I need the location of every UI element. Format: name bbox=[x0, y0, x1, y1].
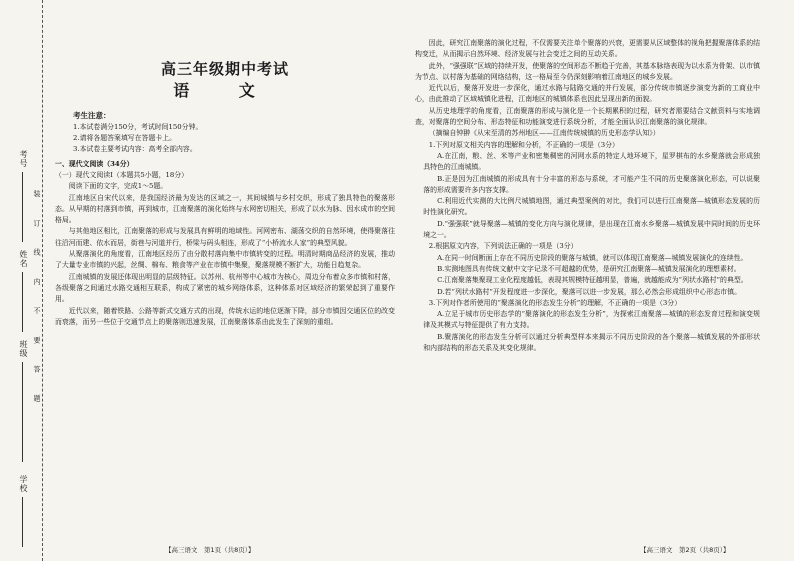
notice-heading: 考生注意： bbox=[73, 111, 111, 120]
notice-list bbox=[73, 122, 395, 154]
question-option: C.江南聚落集聚现工业化程度越低，表现其规模特征越明显，普遍，就越能成为“列状水路村”的典型。 bbox=[437, 276, 748, 285]
question-option: C.利用近代实测的大比例尺城镇地图，通过典型案例的对比，我们可以进行江南聚落—城镇形态发展的历时性演化研究。 bbox=[423, 197, 760, 217]
notice-item: 2.请将各题答案填写在答题卡上。 bbox=[73, 134, 177, 143]
page-footer-right: 【高三语文 第2页（共8页）】 bbox=[640, 546, 730, 554]
passage-paragraph: 与其他地区相比，江南聚落的形成与发展具有鲜明的地域性。河网密布、湖荡交织的自然环境，使得聚落往往沿河而建、依水而居，街巷与河道并行，桥梁与码头相连，形成了“小桥流水人家”的典型风貌。 bbox=[55, 227, 395, 247]
binding-warning: 装 订 线 内 不 要 答 题 bbox=[33, 190, 41, 412]
question-option: B.正是因为江南城镇的形成具有十分丰富的形态与系统，才可能产生不同的历史聚落演化形态，可以说聚落的形成需要许多内容支撑。 bbox=[423, 174, 760, 194]
passage-paragraph: 因此，研究江南聚落的演化过程，不仅需要关注单个聚落的兴衰，更需要从区域整体的视角把握聚落体系的结构变迁，从而揭示自然环境、经济发展与社会变迁之间的互动关系。 bbox=[415, 39, 760, 59]
question-option: D.若“列状水路村”开发程度进一步深化，聚落可以进一步发展，那么必然会形成组织中心形态市镇。 bbox=[437, 287, 741, 296]
exam-number-line bbox=[22, 172, 23, 242]
school-label: 学校 bbox=[19, 475, 28, 493]
notice-item: 1.本试卷满分150分，考试时间150分钟。 bbox=[73, 123, 203, 132]
reading-instruction: 阅读下面的文字，完成1～5题。 bbox=[68, 182, 168, 191]
binding-margin bbox=[0, 0, 43, 561]
page-footer-left: 【高三语文 第1页（共8页）】 bbox=[165, 546, 255, 554]
question-stem: 3.下列对作者所使用的“聚落演化的形态发生分析”的理解，不正确的一项是（3分） bbox=[428, 298, 682, 307]
class-label: 班级 bbox=[19, 340, 28, 358]
passage-paragraph: 江南地区自宋代以来，是我国经济最为发达的区域之一，其间城镇与乡村交织，形成了独具特色的聚落形态。从早期的村落到市镇，再到城市，江南聚落的演化始终与水网密切相关，形成了以水为脉、因水成市的空间格局。 bbox=[55, 193, 395, 225]
passage-paragraph: 从聚落演化的角度看，江南地区经历了由分散村落向集中市镇转变的过程。明清时期商品经济的发展，推动了大量专业市镇的兴起，丝绸、棉布、粮食等产业在市镇中集聚，聚落规模不断扩大，功能日趋复杂。 bbox=[55, 250, 395, 270]
notice-item: 3.本试卷主要考试内容：高考全部内容。 bbox=[73, 144, 197, 153]
question-stem: 2.根据原文内容，下列说法正确的一项是（3分） bbox=[428, 242, 578, 251]
passage-paragraph: 近代以后，聚落开发进一步深化，通过水路与陆路交通的并行发展，部分传统市镇逐步演变为新的工商业中心，由此推动了区域城镇化进程，江南地区的城镇体系也因此呈现出新的面貌。 bbox=[415, 84, 760, 104]
question-option: A.在同一时间断面上存在不同历史阶段的聚落与城镇，就可以体现江南聚落—城镇发展演化的连续性。 bbox=[437, 253, 748, 262]
exam-title: 高三年级期中考试 bbox=[160, 60, 289, 78]
name-line bbox=[22, 272, 23, 332]
subsection-heading: （一）现代文阅读Ⅰ（本题共5小题，18分） bbox=[55, 170, 189, 179]
school-line bbox=[22, 497, 23, 547]
section-heading: 一、现代文阅读（34分） bbox=[55, 159, 134, 168]
left-column bbox=[55, 40, 395, 328]
class-line bbox=[22, 362, 23, 462]
passage-paragraph: 此外，“强强联”区域的持续开发，使聚落的空间形态不断趋于完善，其基本脉络表现为以水系为骨架、以市镇为节点、以村落为基础的网络结构，这一格局至今仍深刻影响着江南地区的城乡发展。 bbox=[415, 61, 760, 81]
question-option: A.立足于城市历史形态学的“聚落演化的形态发生分析”，为探索江南聚落—城镇的形态发育过程和演变规律及其模式与特征提供了有力支持。 bbox=[423, 310, 760, 330]
question-stem: 1.下列对原文相关内容的理解和分析，不正确的一项是（3分） bbox=[428, 140, 619, 149]
exam-number-label: 考号 bbox=[19, 150, 28, 168]
question-option: B.聚落演化的形态发生分析可以通过分析典型样本来揭示不同历史阶段的各个聚落—城镇发展的外部形状和内部结构的形态关系及其变化规律。 bbox=[423, 332, 760, 353]
name-label: 姓名 bbox=[19, 250, 28, 268]
passage-paragraph: 江南城镇的发展还体现出明显的层级特征。以苏州、杭州等中心城市为核心，周边分布着众多市镇和村落，各级聚落之间通过水路交通相互联系，构成了紧密的城乡网络体系，这种体系对区域经济的繁荣起到了重要作用。 bbox=[55, 272, 395, 304]
question-option: B.实测地图具有传统文献中文字记录不可超越的优势，是研究江南聚落—城镇发展演化的理想素材。 bbox=[437, 264, 741, 273]
question-option: A.在江南，粮、丝、米等产业和密集稠密的河网水系的特定人地环境下，星罗棋布的水乡聚落就会形成独具特色的江南城镇。 bbox=[423, 151, 760, 172]
passage-paragraph: 从历史地理学的角度看，江南聚落的形成与演化是一个长期累积的过程，研究者需要结合文献资料与实地调查，对聚落的空间分布、形态特征和功能演变进行系统分析，才能全面认识江南聚落的演化规律。 bbox=[415, 106, 760, 127]
passage-source: （摘编自钟翀《从宋至清的苏州地区——江南传统城镇的历史形态学认知》） bbox=[428, 129, 660, 138]
question-option: D.“强强联”就导聚落—城镇的变化方向与演化规律，是出现在江南水乡聚落—城镇发展中同时间的历史环境之一。 bbox=[423, 219, 760, 240]
right-column bbox=[415, 38, 760, 354]
passage-paragraph: 近代以来，随着铁路、公路等新式交通方式的出现，传统水运的地位逐渐下降，部分市镇因交通区位的改变而衰落，而另一些位于交通节点上的聚落则迅速发展，江南聚落体系由此发生了深刻的重组。 bbox=[55, 306, 395, 326]
subject-title: 语 文 bbox=[173, 81, 277, 100]
